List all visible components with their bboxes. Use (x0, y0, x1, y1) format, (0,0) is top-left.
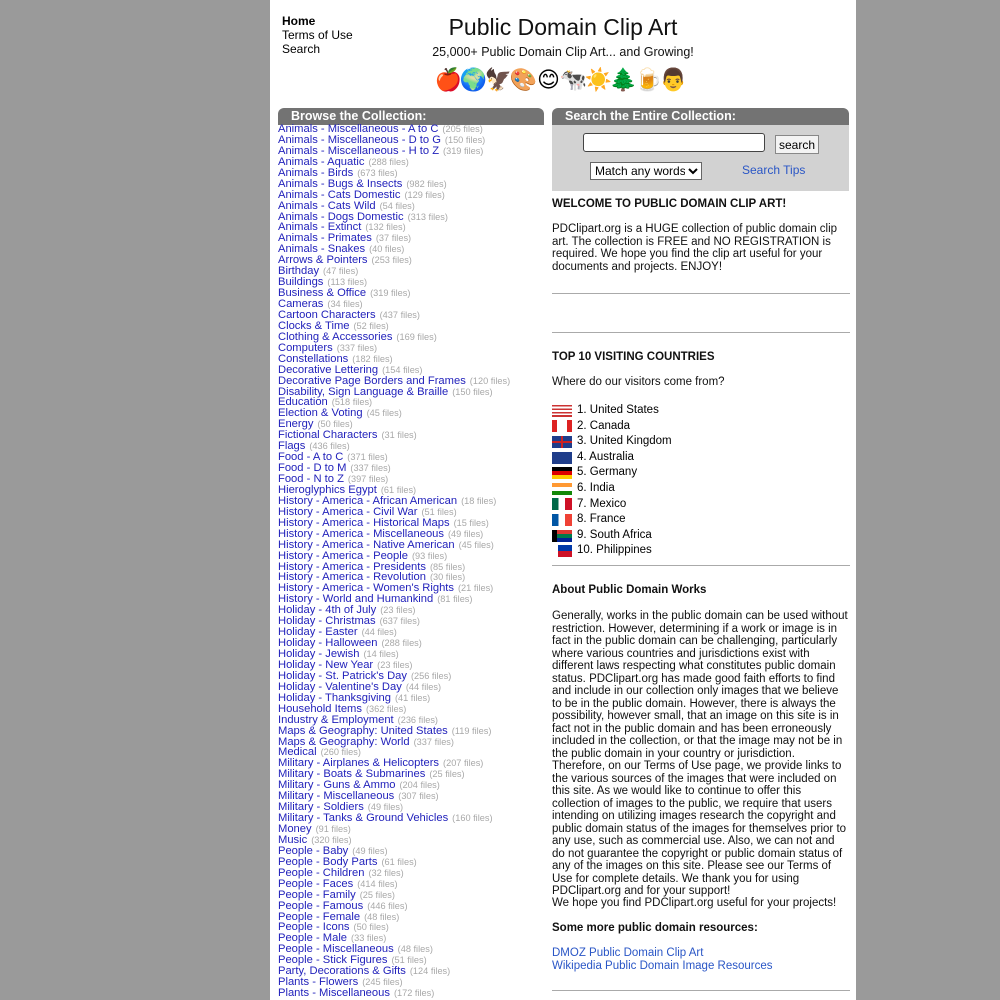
category-link[interactable]: History - America - People (278, 549, 408, 562)
category-link[interactable]: People - Faces (278, 877, 354, 890)
category-count: (320 files) (311, 834, 352, 845)
category-count: (45 files) (366, 408, 402, 419)
category-link[interactable]: Birthday (278, 265, 320, 278)
category-link[interactable]: Military - Tanks & Ground Vehicles (278, 812, 449, 825)
search-panel (552, 125, 849, 191)
category-count: (49 files) (352, 845, 388, 856)
country-label: 9. South Africa (577, 528, 652, 541)
about-text: Generally, works in the public domain can be used without restriction. However, determining if a work or image is in fact in the public domain can be challenging, particularly where various countries and jurisdictions exist with different laws respecting what constitutes public domain status. PDClipart.org has made good faith efforts to find and include in our collection only images that we believe to be in the public domain. However, there is always the possibility, however small, that an image on this site is in fact not in the public domain and has been erroneously included in the collection, or that the image may not be in the public domain in your country or jurisdiction. Therefore, on our Terms of Use page, we provide links to the various sources of the images that were included on this site. As we would like to continue to offer this collection of images to the public, we require that users intending on utilizing images research the copyright and public domain status of the images for themselves prior to any use, such as commercial use. Also, we can not and do not guarantee the copyright or public domain status of any of the images on this site. Please see our Terms of Use for complete details. We thank you for using PDClipart.org and for your support! (552, 610, 848, 897)
category-link[interactable]: Holiday - Halloween (278, 637, 378, 650)
category-link[interactable]: Animals - Bugs & Insects (278, 177, 403, 190)
category-count: (113 files) (327, 277, 368, 288)
category-count: (337 files) (336, 342, 378, 353)
resources-heading: Some more public domain resources: (552, 922, 758, 934)
category-link[interactable]: Food - A to C (278, 451, 344, 464)
category-count: (288 files) (381, 638, 422, 649)
category-count: (34 files) (327, 299, 363, 309)
flag-za-icon (552, 530, 572, 542)
category-link[interactable]: Military - Airplanes & Helicopters (278, 757, 440, 770)
category-count: (81 files) (437, 594, 473, 605)
category-link[interactable]: Plants - Flowers (278, 976, 359, 989)
category-count: (93 files) (411, 550, 448, 561)
category-link[interactable]: People - Body Parts (278, 855, 378, 868)
category-count: (337 files) (350, 463, 391, 474)
category-count: (436 files) (309, 441, 350, 452)
category-count: (150 files) (452, 386, 493, 397)
flag-gb-icon (552, 436, 572, 448)
category-count: (31 files) (381, 430, 417, 441)
site-tagline: 25,000+ Public Domain Clip Art... and Growing! (432, 45, 694, 59)
category-count: (14 files) (363, 649, 399, 659)
resources-links (552, 947, 849, 972)
country-label: 10. Philippines (577, 544, 652, 557)
search-input[interactable] (583, 133, 765, 152)
category-count: (119 files) (451, 725, 492, 736)
category-count: (518 files) (331, 397, 373, 408)
category-link[interactable]: Holiday - Valentine's Day (278, 680, 402, 693)
category-count: (52 files) (353, 320, 389, 331)
country-row (552, 450, 849, 466)
category-count: (207 files) (443, 758, 484, 769)
category-count: (85 files) (429, 561, 466, 572)
category-count: (362 files) (365, 703, 407, 714)
category-count: (25 files) (359, 889, 395, 900)
category-count: (51 files) (421, 506, 457, 517)
category-link[interactable]: People - Family (278, 888, 356, 901)
category-link[interactable]: Animals - Miscellaneous - H to Z (278, 144, 440, 157)
category-link[interactable]: Energy (278, 418, 314, 431)
category-link[interactable]: Medical (278, 746, 317, 759)
eagle-icon[interactable]: 🦅 (484, 67, 513, 92)
category-count: (40 files) (369, 244, 405, 255)
category-link[interactable]: Military - Soldiers (278, 801, 364, 814)
flag-ph-icon (552, 545, 572, 557)
category-count: (47 files) (323, 266, 359, 277)
country-row (552, 434, 849, 450)
country-row (552, 528, 849, 544)
category-count: (182 files) (352, 353, 393, 364)
category-link[interactable]: Cameras (278, 298, 324, 310)
category-count: (637 files) (379, 616, 420, 627)
site-title: Public Domain Clip Art (448, 14, 678, 40)
category-row (278, 813, 544, 824)
wikipedia-link[interactable]: Wikipedia Public Domain Image Resources (552, 959, 773, 972)
category-count: (33 files) (351, 933, 387, 944)
country-label: 2. Canada (577, 419, 631, 432)
category-link[interactable]: Maps & Geography: World (278, 735, 410, 748)
category-count: (51 files) (391, 955, 427, 966)
category-count: (132 files) (365, 222, 406, 233)
category-link[interactable]: People - Baby (278, 844, 349, 857)
category-link[interactable]: Animals - Cats Wild (278, 199, 376, 212)
category-count: (91 files) (315, 824, 351, 834)
page-container (270, 0, 856, 1000)
about-closing: We hope you find PDClipart.org useful for your projects! (552, 897, 837, 909)
category-link[interactable]: Animals - Miscellaneous - A to C (278, 123, 439, 135)
category-link[interactable]: Maps & Geography: United States (278, 724, 448, 737)
category-link[interactable]: Animals - Aquatic (278, 155, 365, 168)
category-link[interactable]: Industry & Employment (278, 713, 394, 726)
category-link[interactable]: Military - Boats & Submarines (278, 768, 426, 781)
category-count: (61 files) (381, 856, 417, 867)
welcome-text: PDClipart.org is a HUGE collection of public domain clip art. The collection is FREE and NO REGISTRATION is required. We hope you find the clip art useful for your documents and projects. ENJOY! (552, 223, 838, 273)
countries-question: Where do our visitors come from? (552, 376, 725, 388)
category-link[interactable]: Food - D to M (278, 462, 347, 475)
category-count: (48 files) (364, 911, 400, 922)
category-count: (15 files) (453, 517, 489, 528)
country-label: 1. United States (577, 404, 659, 416)
category-link[interactable]: History - America - Civil War (278, 505, 418, 518)
category-count: (44 files) (361, 627, 397, 638)
category-count: (30 files) (429, 572, 466, 583)
category-count: (307 files) (398, 791, 439, 802)
category-link[interactable]: History - World and Humankind (278, 593, 434, 606)
category-link[interactable]: Arrows & Pointers (278, 254, 368, 267)
category-link[interactable]: Buildings (278, 276, 324, 289)
category-count: (172 files) (393, 988, 435, 999)
category-count: (37 files) (375, 233, 412, 244)
flag-ca-icon (552, 420, 572, 432)
category-count: (49 files) (448, 528, 484, 539)
category-count: (44 files) (405, 681, 442, 692)
category-link[interactable]: People - Famous (278, 899, 364, 912)
globe-icon[interactable]: 🌍 (459, 67, 488, 92)
country-row (552, 403, 849, 419)
category-link[interactable]: History - America - Presidents (278, 560, 426, 573)
category-count: (982 files) (406, 178, 447, 189)
country-row (552, 497, 849, 513)
match-mode-select[interactable] (590, 162, 702, 180)
palette-icon[interactable]: 🎨 (509, 67, 538, 92)
category-count: (150 files) (444, 134, 486, 145)
flag-au-icon (552, 452, 572, 464)
category-link[interactable]: Decorative Page Borders and Frames (278, 374, 466, 387)
category-count: (319 files) (443, 145, 484, 156)
category-link[interactable]: Holiday - New Year (278, 658, 374, 671)
category-link[interactable]: Clocks & Time (278, 319, 350, 332)
category-link[interactable]: History - America - African American (278, 494, 458, 507)
category-count: (313 files) (407, 211, 448, 222)
divider (552, 565, 850, 566)
category-count: (253 files) (371, 255, 412, 266)
countries-heading: TOP 10 VISITING COUNTRIES (552, 351, 715, 363)
category-link[interactable]: Education (278, 396, 328, 409)
category-count: (25 files) (429, 769, 465, 780)
category-link[interactable]: Plants - Miscellaneous (278, 987, 390, 1000)
country-row (552, 543, 849, 559)
category-link[interactable]: Holiday - Christmas (278, 615, 376, 628)
category-link[interactable]: Holiday - Easter (278, 626, 358, 639)
category-count: (120 files) (469, 375, 511, 386)
category-count: (397 files) (347, 474, 389, 484)
category-link[interactable]: Disability, Sign Language & Braille (278, 385, 449, 398)
category-count: (32 files) (368, 867, 404, 878)
category-count: (160 files) (452, 813, 493, 824)
man-icon[interactable]: 👨 (659, 67, 688, 92)
category-link[interactable]: History - America - Native American (278, 538, 455, 551)
category-row (278, 408, 544, 419)
country-row (552, 512, 849, 528)
category-count: (48 files) (397, 944, 433, 955)
category-count: (446 files) (367, 900, 408, 911)
category-count: (154 files) (382, 364, 423, 375)
category-count: (49 files) (367, 802, 404, 813)
category-link[interactable]: History - America - Revolution (278, 571, 426, 584)
country-label: 8. France (577, 513, 626, 526)
category-link[interactable]: Holiday - St. Patrick's Day (278, 669, 407, 682)
divider (552, 293, 850, 294)
divider (552, 990, 850, 991)
category-link[interactable]: Hieroglyphics Egypt (278, 483, 377, 496)
category-link[interactable]: Animals - Extinct (278, 221, 362, 234)
category-count: (61 files) (380, 484, 417, 495)
category-link[interactable]: People - Miscellaneous (278, 943, 394, 956)
category-link[interactable]: History - America - Historical Maps (278, 516, 450, 529)
flag-in-icon (552, 483, 572, 495)
country-label: 4. Australia (577, 450, 634, 463)
beer-icon[interactable]: 🍺 (634, 67, 663, 92)
category-count: (337 files) (413, 736, 454, 747)
category-link[interactable]: Cartoon Characters (278, 308, 376, 321)
category-count: (288 files) (368, 156, 409, 167)
dmoz-link[interactable]: DMOZ Public Domain Clip Art (552, 947, 704, 959)
category-link[interactable]: Holiday - 4th of July (278, 604, 377, 617)
category-link[interactable]: Food - N to Z (278, 473, 344, 485)
category-link[interactable]: Party, Decorations & Gifts (278, 965, 406, 978)
tree-icon[interactable]: 🌲 (609, 67, 638, 92)
category-count: (371 files) (347, 452, 388, 463)
clipart-icon-row (436, 64, 686, 96)
category-count: (41 files) (394, 692, 431, 703)
cow-icon[interactable]: 🐄 (559, 67, 588, 92)
category-link[interactable]: Holiday - Thanksgiving (278, 691, 391, 704)
country-label: 6. India (577, 481, 615, 494)
category-count: (245 files) (362, 977, 403, 988)
country-row (552, 419, 849, 435)
category-link[interactable]: Music (278, 833, 308, 846)
search-heading: Search the Entire Collection: (552, 108, 849, 125)
category-link[interactable]: History - America - Women's Rights (278, 582, 454, 595)
category-link[interactable]: Animals - Cats Domestic (278, 188, 401, 201)
country-label: 3. United Kingdom (577, 435, 672, 448)
category-link[interactable]: Animals - Birds (278, 166, 354, 179)
country-row (552, 465, 849, 481)
category-count: (124 files) (409, 966, 451, 977)
country-list (552, 403, 849, 559)
category-link[interactable]: Animals - Snakes (278, 243, 366, 256)
category-link[interactable]: Household Items (278, 702, 362, 715)
category-list (278, 124, 544, 999)
search-button[interactable]: search (775, 135, 819, 154)
category-link[interactable]: Animals - Primates (278, 232, 372, 245)
nav-search[interactable]: Search (282, 42, 321, 56)
category-count: (23 files) (380, 605, 416, 616)
category-link[interactable]: Decorative Lettering (278, 363, 379, 376)
search-tips-link[interactable]: Search Tips (742, 163, 806, 177)
category-count: (50 files) (317, 419, 353, 430)
category-link[interactable]: Fictional Characters (278, 429, 378, 442)
category-count: (54 files) (379, 200, 415, 211)
category-count: (260 files) (320, 747, 361, 758)
apple-icon[interactable]: 🍎 (434, 67, 463, 92)
category-count: (236 files) (397, 714, 438, 725)
category-row (278, 988, 544, 999)
category-count: (50 files) (353, 922, 389, 933)
category-link[interactable]: People - Icons (278, 921, 350, 934)
country-label: 5. Germany (577, 466, 638, 479)
category-count: (129 files) (404, 189, 445, 200)
category-link[interactable]: Flags (278, 440, 306, 453)
category-link[interactable]: Election & Voting (278, 407, 363, 420)
category-row (278, 737, 544, 748)
category-link[interactable]: People - Children (278, 866, 365, 879)
category-row (278, 430, 544, 441)
divider (552, 332, 850, 333)
smiley-icon[interactable]: 😊 (537, 67, 560, 92)
flag-us-icon (552, 405, 572, 417)
browse-heading: Browse the Collection: (278, 108, 544, 125)
category-count: (21 files) (458, 583, 494, 594)
category-count: (256 files) (410, 670, 452, 681)
category-link[interactable]: Holiday - Jewish (278, 648, 360, 660)
category-count: (204 files) (399, 780, 440, 791)
category-link[interactable]: Constellations (278, 352, 349, 365)
nav-terms-of-use[interactable]: Terms of Use (282, 28, 353, 42)
category-link[interactable]: Business & Office (278, 287, 367, 300)
country-row (552, 481, 849, 497)
category-link[interactable]: Computers (278, 341, 333, 354)
category-count: (18 files) (461, 495, 497, 506)
country-label: 7. Mexico (577, 497, 627, 510)
category-count: (205 files) (442, 124, 483, 134)
category-link[interactable]: Military - Guns & Ammo (278, 779, 396, 792)
category-link[interactable]: Money (278, 823, 312, 835)
category-link[interactable]: Military - Miscellaneous (278, 790, 395, 803)
category-count: (437 files) (379, 309, 420, 320)
nav-home[interactable]: Home (282, 14, 316, 28)
category-link[interactable]: Animals - Miscellaneous - D to G (278, 133, 441, 146)
about-heading: About Public Domain Works (552, 584, 707, 596)
category-count: (414 files) (357, 878, 398, 889)
welcome-heading: WELCOME TO PUBLIC DOMAIN CLIP ART! (552, 198, 787, 210)
category-link[interactable]: People - Male (278, 932, 348, 945)
category-link[interactable]: Clothing & Accessories (278, 330, 393, 343)
sun-icon[interactable]: ☀️ (584, 67, 613, 92)
category-link[interactable]: People - Female (278, 910, 361, 923)
flag-mx-icon (552, 498, 572, 510)
category-count: (23 files) (377, 659, 413, 670)
flag-fr-icon (552, 514, 572, 526)
category-count: (319 files) (370, 288, 411, 299)
category-count: (673 files) (357, 167, 398, 178)
category-link[interactable]: History - America - Miscellaneous (278, 527, 444, 540)
category-count: (169 files) (396, 331, 437, 342)
category-row (278, 824, 544, 835)
flag-de-icon (552, 467, 572, 479)
category-link[interactable]: Animals - Dogs Domestic (278, 210, 404, 223)
category-link[interactable]: People - Stick Figures (278, 954, 388, 967)
category-count: (45 files) (458, 539, 494, 550)
